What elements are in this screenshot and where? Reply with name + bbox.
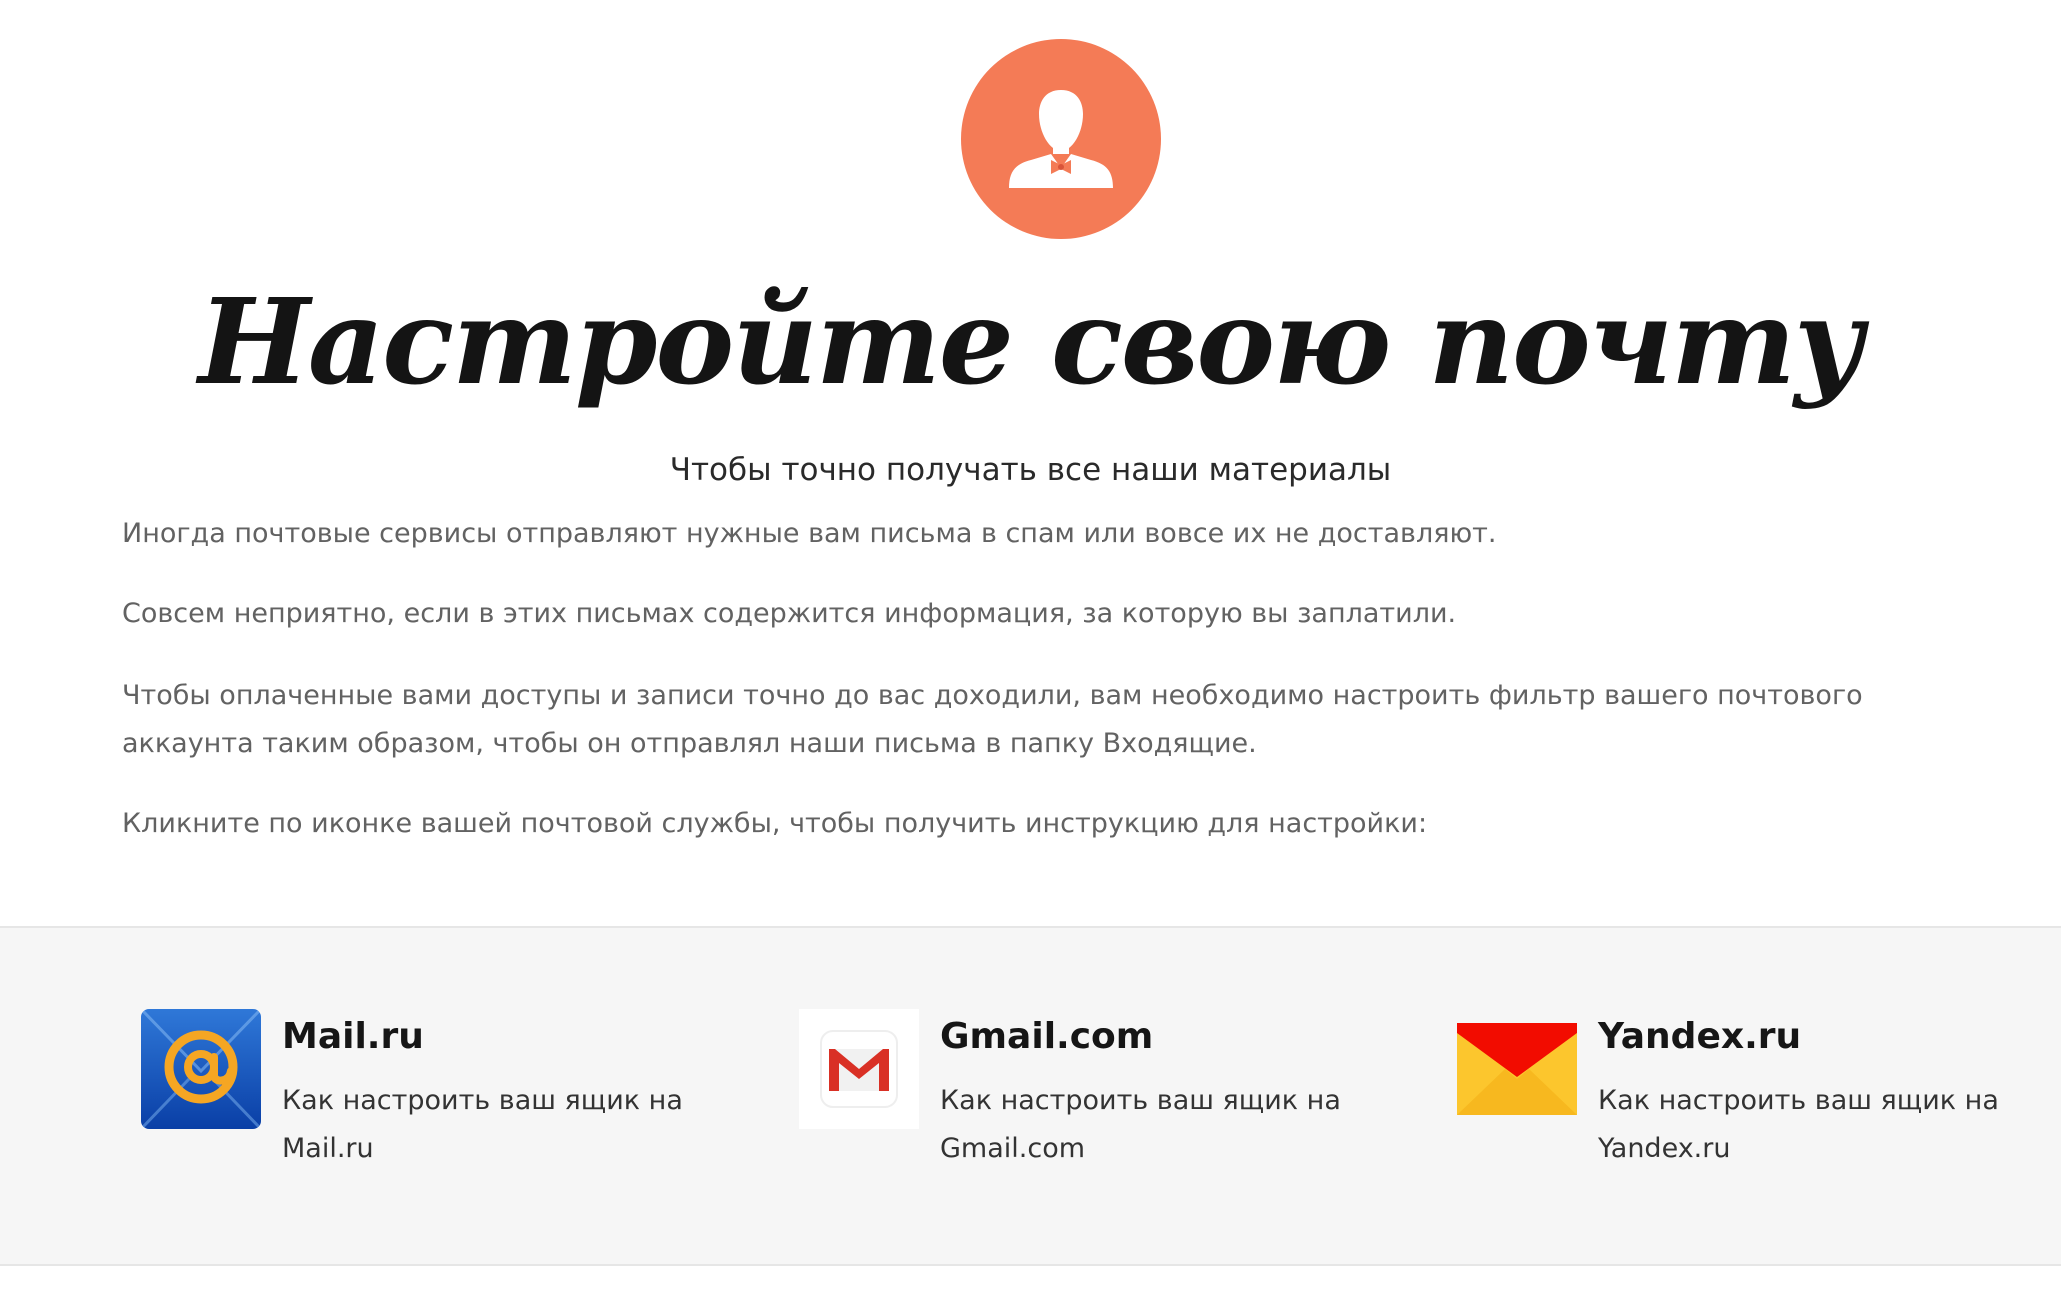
instruction-paragraph: Кликните по иконке вашей почтовой службы, чтобы получить инструкцию для настройки: xyxy=(122,808,1428,839)
info-paragraph: Чтобы оплаченные вами доступы и записи точно до вас доходили, вам необходимо настроить фильтр вашего почтового аккаунта таким образом, чтобы он отправлял наши письма в папку Входящие. xyxy=(122,680,1863,759)
yandex-envelope-icon[interactable] xyxy=(1457,1009,1577,1129)
provider-name-link[interactable]: Mail.ru xyxy=(282,1016,424,1057)
provider-description: Как настроить ваш ящик на Yandex.ru xyxy=(1598,1085,1999,1164)
provider-description: Как настроить ваш ящик на Gmail.com xyxy=(940,1085,1341,1164)
provider-name-link[interactable]: Gmail.com xyxy=(940,1016,1154,1057)
user-bowtie-icon xyxy=(1001,84,1121,194)
info-paragraph: Иногда почтовые сервисы отправляют нужные вам письма в спам или вовсе их не доставляют. xyxy=(122,518,1497,549)
info-paragraph: Совсем неприятно, если в этих письмах содержится информация, за которую вы заплатили. xyxy=(122,598,1457,629)
page-title: Настройте свою почту xyxy=(198,272,1863,411)
avatar xyxy=(961,39,1161,239)
gmail-m-icon[interactable] xyxy=(799,1009,919,1129)
mailru-at-icon[interactable] xyxy=(141,1009,261,1129)
provider-description: Как настроить ваш ящик на Mail.ru xyxy=(282,1085,683,1164)
provider-name-link[interactable]: Yandex.ru xyxy=(1598,1016,1802,1057)
page-subtitle: Чтобы точно получать все наши материалы xyxy=(669,452,1392,488)
